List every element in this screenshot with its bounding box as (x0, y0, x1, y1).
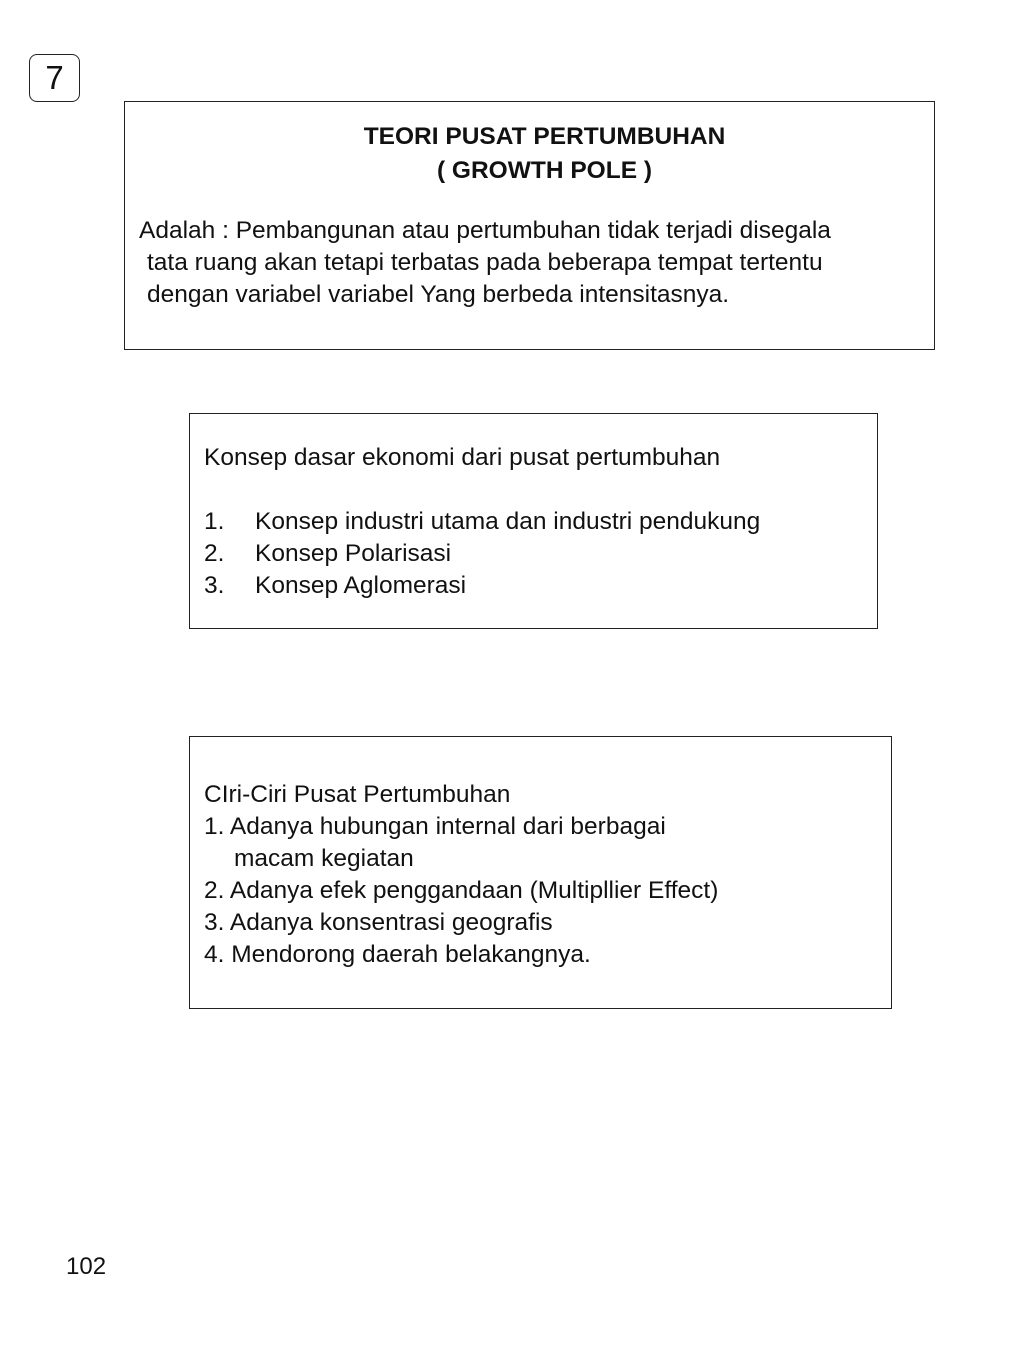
concept-box (189, 413, 878, 629)
theory-title-line1: TEORI PUSAT PERTUMBUHAN (363, 123, 726, 150)
concept-heading: Konsep dasar ekonomi dari pusat pertumbuhan (204, 444, 721, 471)
list-item-number: 1. (204, 508, 225, 535)
traits-content (204, 779, 718, 971)
definition-line2: tata ruang akan tetapi terbatas pada beberapa tempat tertentu (147, 249, 823, 276)
theory-box (124, 101, 935, 350)
slide-number: 7 (45, 59, 64, 96)
list-item-text: Konsep Aglomerasi (255, 572, 467, 599)
theory-definition (139, 215, 909, 311)
definition-line1: Adalah : Pembangunan atau pertumbuhan tidak terjadi disegala (139, 217, 831, 244)
traits-heading: CIri-Ciri Pusat Pertumbuhan (204, 781, 511, 808)
list-item-text: Konsep Polarisasi (255, 540, 452, 567)
traits-item-1: 1. Adanya hubungan internal dari berbagai (204, 813, 666, 840)
traits-box (189, 736, 892, 1009)
concept-list (204, 506, 760, 602)
traits-item-4: 4. Mendorong daerah belakangnya. (204, 941, 591, 968)
list-item-number: 3. (204, 572, 225, 599)
definition-line3: dengan variabel variabel Yang berbeda intensitasnya. (147, 281, 730, 308)
traits-item-1-continued: macam kegiatan (234, 845, 414, 872)
list-item (204, 506, 760, 538)
list-item (204, 538, 760, 570)
slide-number-badge (29, 54, 80, 102)
traits-item-2: 2. Adanya efek penggandaan (Multipllier Effect) (204, 877, 719, 904)
traits-item-3: 3. Adanya konsentrasi geografis (204, 909, 553, 936)
theory-title (155, 120, 934, 188)
theory-title-line2: ( GROWTH POLE ) (436, 157, 653, 184)
page-number: 102 (66, 1253, 107, 1280)
list-item-text: Konsep industri utama dan industri pendukung (255, 508, 761, 535)
list-item (204, 570, 760, 602)
list-item-number: 2. (204, 540, 225, 567)
